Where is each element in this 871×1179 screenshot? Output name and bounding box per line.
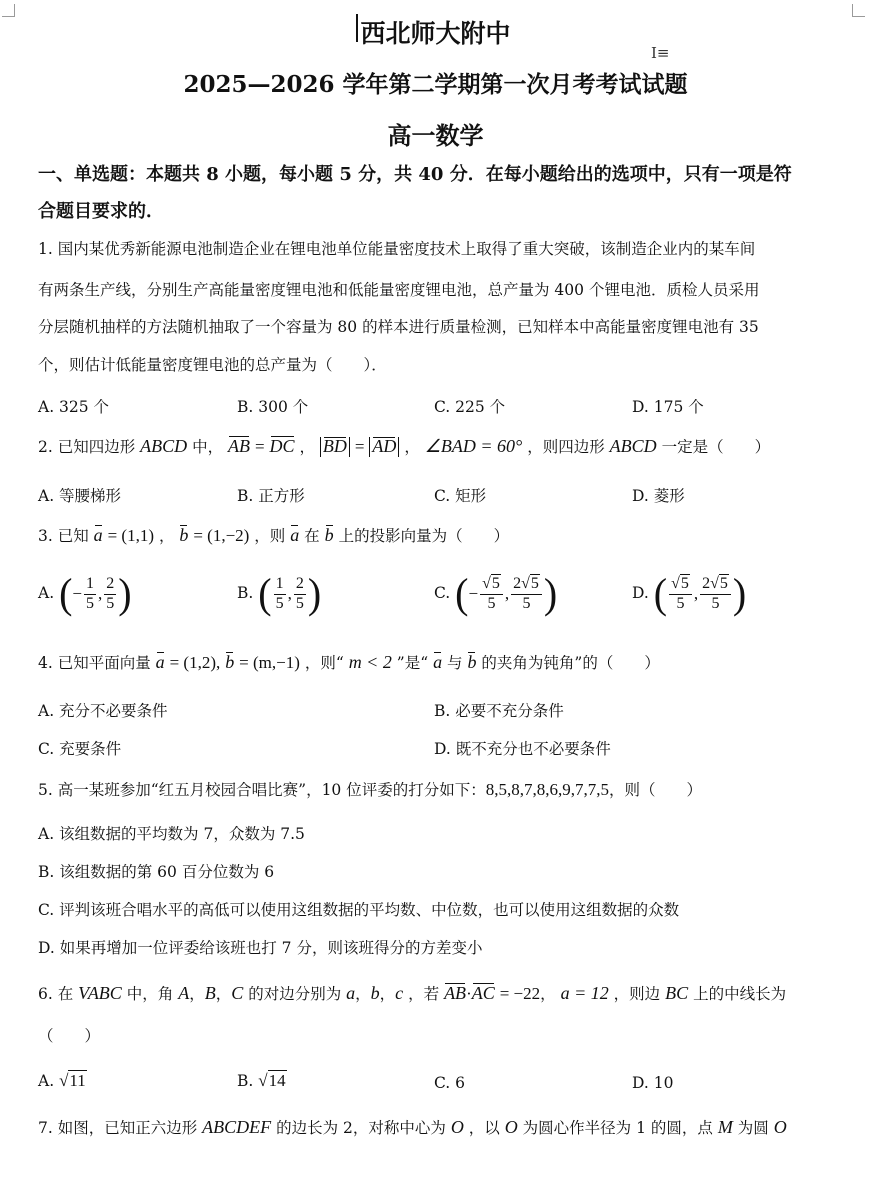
section-heading-line2: 合题目要求的． [38,201,164,222]
blurred-overlay [520,1140,871,1179]
q1-option-d: D. 175 个 [632,398,704,416]
q4-option-b: B. 必要不充分条件 [434,702,564,720]
q2-option-c: C. 矩形 [434,487,487,505]
q6-answer-paren: （ ） [38,1027,101,1045]
ibeam-cursor-icon: I≡ [651,44,670,62]
q6-stem: 6. 在 VABC 中，角 A，B，C 的对边分别为 a，b，c ，若 AB·AC = −22， a = 12 ，则边 BC 上的中线长为 [38,983,787,1003]
q2-option-b: B. 正方形 [237,487,305,505]
q2-stem: 2. 已知四边形 ABCD 中， AB = DC ， BD = AD ， ∠BAD = 60° ，则四边形 ABCD 一定是（ ） [38,436,771,456]
school-name: 西北师大附中 [360,19,511,48]
q7-stem: 7. 如图，已知正六边形 ABCDEF 的边长为 2，对称中心为 O ，以 O 为圆心作半径为 1 的圆，点 M 为圆 O [38,1117,787,1137]
abs-vector-ad: AD [372,436,397,456]
q6-option-b: B. √14 [237,1071,286,1090]
q3-option-b: B. ( $\frac{1}{5}$ , $\frac{2}{5}$ ) [237,569,322,618]
q4-option-a: A. 充分不必要条件 [38,702,168,720]
q1-option-a: A. 325 个 [38,398,110,416]
q4-option-d: D. 既不充分也不必要条件 [434,740,611,758]
q3-option-d: D. ( $\frac{√5}{5}$ , $\frac{2√5}{5}$ ) [632,569,747,618]
subject-title: 高一数学 [387,121,484,150]
vector-dc: DC [269,436,295,456]
q2-option-a: A. 等腰梯形 [38,487,122,505]
q3-option-a: A. ( − $\frac{1}{5}$ , $\frac{2}{5}$ ) [38,569,132,618]
q1-option-b: B. 300 个 [237,398,309,416]
vector-ab: AB [228,436,251,456]
q5-option-d: D. 如果再增加一位评委给该班也打 7 分，则该班得分的方差变小 [38,939,483,957]
q5-option-a: A. 该组数据的平均数为 7，众数为 7.5 [38,825,305,843]
q1-line2: 有两条生产线，分别生产高能量密度锂电池和低能量密度锂电池，总产量为 400 个锂电池．质检人员采用 [38,281,760,299]
q3-option-c: C. ( − $\frac{√5}{5}$ , $\frac{2√5}{5}$ ) [434,569,558,618]
q6-option-c: C. 6 [434,1074,466,1092]
abs-vector-bd: BD [322,436,347,456]
q6-option-a: A. √11 [38,1071,86,1090]
q5-stem: 5. 高一某班参加“红五月校园合唱比赛”，10 位评委的打分如下：8,5,8,7,8,6,9,7,7,5，则（ ） [38,780,702,799]
q3-stem: 3. 已知 a = (1,1) ， b = (1,−2) ，则 a 在 b 上的投影向量为（ ） [38,525,510,545]
q1-line3: 分层随机抽样的方法随机抽取了一个容量为 80 的样本进行质量检测，已知样本中高能量密度锂电池有 35 [38,318,759,336]
q1-line1: 1. 国内某优秀新能源电池制造企业在锂电池单位能量密度技术上取得了重大突破，该制造企业内的某车间 [38,240,756,258]
q6-option-d: D. 10 [632,1074,674,1092]
q2-option-d: D. 菱形 [632,487,685,505]
q4-stem: 4. 已知平面向量 a = (1,2), b = (m,−1) ，则“ m < 2 ”是“ a 与 b 的夹角为钝角”的（ ） [38,652,660,672]
q1-line4: 个，则估计低能量密度锂电池的总产量为（ ）． [38,356,387,374]
q5-option-b: B. 该组数据的第 60 百分位数为 6 [38,863,275,881]
angle-bad: ∠BAD = 60° [424,436,523,456]
q4-option-c: C. 充要条件 [38,740,122,758]
q5-option-c: C. 评判该班合唱水平的高低可以使用这组数据的平均数、中位数，也可以使用这组数据的众数 [38,901,680,919]
exam-title: 2025—2026 学年第二学期第一次月考考试试题 [183,71,688,98]
q1-option-c: C. 225 个 [434,398,506,416]
section-heading-line1: 一、单选题：本题共 8 小题，每小题 5 分，共 40 分．在每小题给出的选项中，只有一项是符 [38,164,792,185]
